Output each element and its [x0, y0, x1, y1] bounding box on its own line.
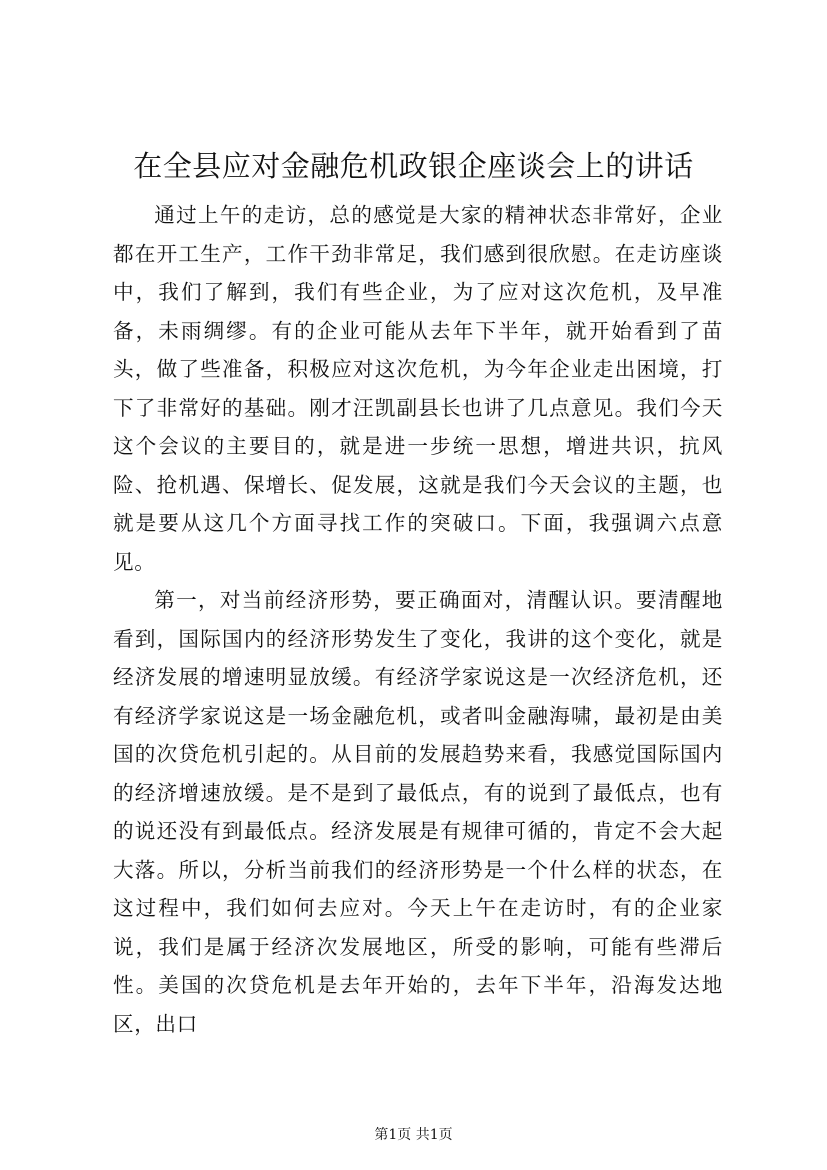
paragraph-2: 第一，对当前经济形势，要正确面对，清醒认识。要清醒地看到，国际国内的经济形势发生了变化，我讲的这个变化，就是经济发展的增速明显放缓。有经济学家说这是一次经济危机，还有经济学家说这是一场金融危机，或者叫金融海啸，最初是由美国的次贷危机引起的。从目前的发展趋势来看，我感觉国际国内的经济增速放缓。是不是到了最低点，有的说到了最低点，也有的说还没有到最低点。经济发展是有规律可循的，肯定不会大起大落。所以，分析当前我们的经济形势是一个什么样的状态，在这过程中，我们如何去应对。今天上午在走访时，有的企业家说，我们是属于经济次发展地区，所受的影响，可能有些滞后性。美国的次贷危机是去年开始的，去年下半年，沿海发达地区，出口 [113, 588, 723, 1036]
document-title: 在全县应对金融危机政银企座谈会上的讲话 [133, 149, 694, 183]
page-number-label: 第1页 共1页 [374, 1127, 453, 1143]
paragraph-1: 通过上午的走访，总的感觉是大家的精神状态非常好，企业都在开工生产，工作干劲非常足，我们感到很欣慰。在走访座谈中，我们了解到，我们有些企业，为了应对这次危机，及早准备，未雨绸缪。有的企业可能从去年下半年，就开始看到了苗头，做了些准备，积极应对这次危机，为今年企业走出困境，打下了非常好的基础。刚才汪凯副县长也讲了几点意见。我们今天这个会议的主要目的，就是进一步统一思想，增进共识，抗风险、抢机遇、保增长、促发展，这就是我们今天会议的主题，也就是要从这几个方面寻找工作的突破口。下面，我强调六点意见。 [113, 203, 723, 574]
document-body [113, 196, 723, 1043]
page-footer [0, 1126, 827, 1144]
